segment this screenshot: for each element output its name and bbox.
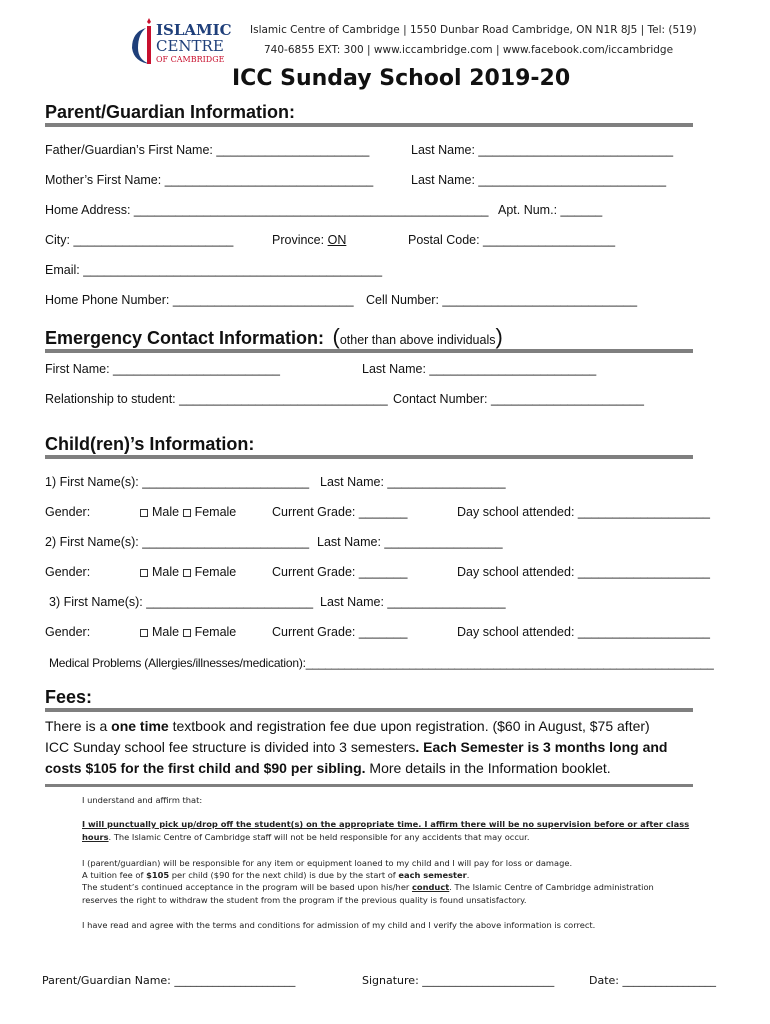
header-contact: 740-6855 EXT: 300 | www.iccambridge.com | www.facebook.com/iccambridge (264, 44, 674, 56)
child1-gender-label: Gender: (45, 505, 91, 519)
section-divider (45, 349, 693, 353)
cell-number-field[interactable]: Cell Number: ____________________________ (366, 293, 638, 307)
mosque-logo-icon (130, 18, 242, 66)
children-heading: Child(ren)’s Information: (45, 434, 255, 454)
female-checkbox[interactable] (183, 569, 191, 577)
date-field[interactable]: Date: _________________ (589, 974, 716, 987)
email-field[interactable]: Email: ___________________________________________ (45, 263, 383, 277)
section-divider (45, 708, 693, 712)
section-divider (45, 123, 693, 127)
header-address: Islamic Centre of Cambridge | 1550 Dunbar Road Cambridge, ON N1R 8J5 | Tel: (519) (250, 24, 697, 36)
child2-first-name-field[interactable]: 2) First Name(s): ________________________ (45, 535, 310, 549)
section-divider (45, 455, 693, 459)
province-value: ON (327, 233, 347, 247)
home-address-field[interactable]: Home Address: ___________________________________________________ (45, 203, 489, 217)
parent-name-field[interactable]: Parent/Guardian Name: ______________________ (42, 974, 296, 987)
child2-day-school-field[interactable]: Day school attended: ___________________ (457, 565, 710, 579)
contact-number-field[interactable]: Contact Number: ______________________ (393, 392, 644, 406)
male-checkbox[interactable] (140, 569, 148, 577)
child3-gender-label: Gender: (45, 625, 91, 639)
relationship-field[interactable]: Relationship to student: ______________________________ (45, 392, 388, 406)
child3-day-school-field[interactable]: Day school attended: ___________________ (457, 625, 710, 639)
tuition-terms: A tuition fee of $105 per child ($90 for the next child) is due by the start of each semester. (82, 870, 470, 880)
acceptance-terms: The student’s continued acceptance in the program will be based upon his/her conduct. The Islamic Centre of Cambridge administration (82, 882, 654, 892)
father-last-name-field[interactable]: Last Name: ____________________________ (411, 143, 674, 157)
fees-paragraph-1: There is a one time textbook and registration fee due upon registration. ($60 in August, $75 after) (45, 718, 650, 734)
svg-text:ISLAMIC: ISLAMIC (156, 21, 232, 39)
svg-text:OF CAMBRIDGE: OF CAMBRIDGE (156, 55, 225, 64)
agreement-text: I have read and agree with the terms and conditions for admission of my child and I verify the above information is correct. (82, 920, 596, 930)
province-label: Province: (272, 233, 328, 247)
mother-first-name-field[interactable]: Mother’s First Name: ______________________________ (45, 173, 374, 187)
child1-gender-options: Male Female (140, 505, 236, 519)
child2-gender-options: Male Female (140, 565, 236, 579)
male-checkbox[interactable] (140, 509, 148, 517)
child2-gender-label: Gender: (45, 565, 91, 579)
child3-grade-field[interactable]: Current Grade: _______ (272, 625, 408, 639)
child1-day-school-field[interactable]: Day school attended: ___________________ (457, 505, 710, 519)
apt-num-field[interactable]: Apt. Num.: ______ (498, 203, 603, 217)
postal-code-field[interactable]: Postal Code: ___________________ (408, 233, 616, 247)
pickup-terms-cont: hours. The Islamic Centre of Cambridge staff will not be held responsible for any accidents that may occur. (82, 832, 530, 842)
father-first-name-field[interactable]: Father/Guardian’s First Name: ______________________ (45, 143, 370, 157)
child1-grade-field[interactable]: Current Grade: _______ (272, 505, 408, 519)
mother-last-name-field[interactable]: Last Name: ___________________________ (411, 173, 667, 187)
svg-text:CENTRE: CENTRE (156, 37, 224, 55)
female-checkbox[interactable] (183, 509, 191, 517)
signature-field[interactable]: Signature: ________________________ (362, 974, 555, 987)
emergency-first-name-field[interactable]: First Name: ________________________ (45, 362, 280, 376)
fees-heading: Fees: (45, 687, 93, 707)
responsibility-terms: I (parent/guardian) will be responsible for any item or equipment loaned to my child and I will pay for loss or damage. (82, 858, 573, 868)
child2-grade-field[interactable]: Current Grade: _______ (272, 565, 408, 579)
parent-heading: Parent/Guardian Information: (45, 102, 296, 122)
city-field[interactable]: City: _______________________ (45, 233, 234, 247)
icc-logo (130, 18, 242, 66)
acceptance-terms-cont: reserves the right to withdraw the student from the program if the previous quality is found unsatisfactory. (82, 895, 527, 905)
province-field[interactable] (272, 233, 346, 247)
emergency-last-name-field[interactable]: Last Name: ________________________ (362, 362, 597, 376)
child3-gender-options: Male Female (140, 625, 236, 639)
emergency-heading: Emergency Contact Information: (other than above individuals) (45, 324, 503, 349)
medical-problems-field[interactable]: Medical Problems (Allergies/illnesses/medication):_______________________________________________________________ (49, 656, 714, 670)
child3-first-name-field[interactable]: 3) First Name(s): ________________________ (49, 595, 314, 609)
fees-paragraph-3: costs $105 for the first child and $90 per sibling. More details in the Information booklet. (45, 760, 611, 776)
fees-paragraph-2: ICC Sunday school fee structure is divided into 3 semesters. Each Semester is 3 months long and (45, 739, 668, 755)
male-checkbox[interactable] (140, 629, 148, 637)
child1-first-name-field[interactable]: 1) First Name(s): ________________________ (45, 475, 310, 489)
child3-last-name-field[interactable]: Last Name: _________________ (320, 595, 506, 609)
child2-last-name-field[interactable]: Last Name: _________________ (317, 535, 503, 549)
affirm-text: I understand and affirm that: (82, 795, 203, 805)
female-checkbox[interactable] (183, 629, 191, 637)
pickup-terms: I will punctually pick up/drop off the student(s) on the appropriate time. I affirm there will be no supervision before or after class (82, 819, 690, 829)
page-title: ICC Sunday School 2019-20 (232, 66, 571, 91)
section-divider (45, 784, 693, 787)
child1-last-name-field[interactable]: Last Name: _________________ (320, 475, 506, 489)
home-phone-field[interactable]: Home Phone Number: __________________________ (45, 293, 354, 307)
